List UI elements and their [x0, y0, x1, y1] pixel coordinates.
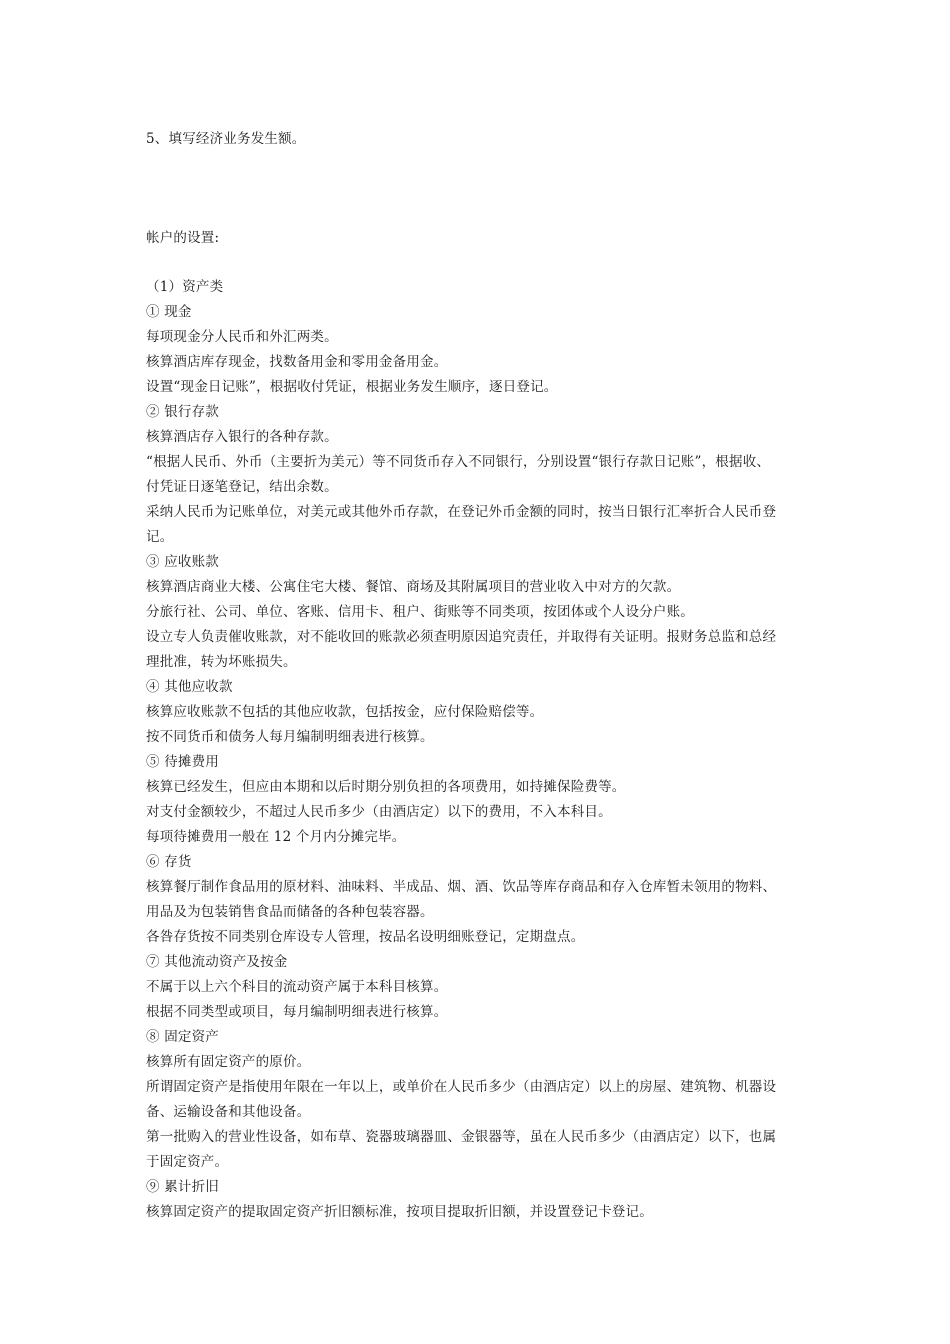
body-line: 记。: [146, 529, 174, 545]
item-heading-other-current-assets: ⑦ 其他流动资产及按金: [146, 954, 288, 970]
body-line: “根据人民币、外币（主要折为美元）等不同货币存入不同银行，分别设置“银行存款日记账”，根据收、: [146, 454, 771, 470]
body-line: 理批准，转为坏账损失。: [146, 654, 297, 670]
body-line: 核算酒店库存现金，找数备用金和零用金备用金。: [146, 354, 448, 370]
item-heading-inventory: ⑥ 存货: [146, 854, 192, 870]
body-line: 核算固定资产的提取固定资产折旧额标准，按项目提取折旧额，并设置登记卡登记。: [146, 1204, 653, 1220]
body-line: 核算已经发生，但应由本期和以后时期分别负担的各项费用，如持摊保险费等。: [146, 779, 626, 795]
body-line: 按不同货币和债务人每月编制明细表进行核算。: [146, 729, 434, 745]
body-line: 核算酒店存入银行的各种存款。: [146, 429, 338, 445]
category-heading: （1）资产类: [146, 279, 224, 295]
body-line: 付凭证日逐笔登记，结出余数。: [146, 479, 338, 495]
item-heading-accumulated-depreciation: ⑨ 累计折旧: [146, 1179, 219, 1195]
body-line: 设立专人负责催收账款，对不能收回的账款必须查明原因追究责任，并取得有关证明。报财务总监和总经: [146, 629, 777, 645]
body-line: 对支付金额较少，不超过人民币多少（由酒店定）以下的费用，不入本科目。: [146, 804, 612, 820]
section-heading: 帐户的设置:: [146, 230, 220, 246]
body-line: 不属于以上六个科目的流动资产属于本科目核算。: [146, 979, 448, 995]
body-line: 分旅行社、公司、单位、客账、信用卡、租户、街账等不同类项，按团体或个人设分户账。: [146, 604, 694, 620]
body-line: 所谓固定资产是指使用年限在一年以上，或单价在人民币多少（由酒店定）以上的房屋、建筑物、机器设: [146, 1079, 777, 1095]
body-line: 根据不同类型或项目，每月编制明细表进行核算。: [146, 1004, 448, 1020]
item-heading-accounts-receivable: ③ 应收账款: [146, 554, 219, 570]
item-heading-fixed-assets: ⑧ 固定资产: [146, 1029, 219, 1045]
body-line: 用品及为包装销售食品而储备的各种包装容器。: [146, 904, 434, 920]
body-line: 每项待摊费用一般在 12 个月内分摊完毕。: [146, 829, 406, 845]
item-heading-other-receivables: ④ 其他应收款: [146, 679, 233, 695]
body-line: 核算酒店商业大楼、公寓住宅大楼、餐馆、商场及其附属项目的营业收入中对方的欠款。: [146, 579, 681, 595]
body-line: 采纳人民币为记账单位，对美元或其他外币存款，在登记外币金额的同时，按当日银行汇率折合人民币登: [146, 504, 777, 520]
body-line: 核算餐厅制作食品用的原材料、油味料、半成品、烟、酒、饮品等库存商品和存入仓库暂未领用的物料、: [146, 879, 777, 895]
body-line: 各咎存货按不同类别仓库设专人管理，按品名设明细账登记，定期盘点。: [146, 929, 585, 945]
body-line: 每项现金分人民币和外汇两类。: [146, 329, 338, 345]
item-heading-cash: ① 现金: [146, 304, 192, 320]
item-heading-bank-deposit: ② 银行存款: [146, 404, 219, 420]
intro-line: 5、填写经济业务发生额。: [146, 131, 306, 147]
body-line: 设置“现金日记账”，根据收付凭证，根据业务发生顺序，逐日登记。: [146, 379, 558, 395]
body-line: 核算应收账款不包括的其他应收款，包括按金，应付保险赔偿等。: [146, 704, 544, 720]
body-line: 备、运输设备和其他设备。: [146, 1104, 311, 1120]
body-line: 第一批购入的营业性设备，如布草、瓷器玻璃器皿、金银器等，虽在人民币多少（由酒店定）以下，也属: [146, 1129, 777, 1145]
item-heading-prepaid-expenses: ⑤ 待摊费用: [146, 754, 219, 770]
body-line: 核算所有固定资产的原价。: [146, 1054, 311, 1070]
body-line: 于固定资产。: [146, 1154, 229, 1170]
